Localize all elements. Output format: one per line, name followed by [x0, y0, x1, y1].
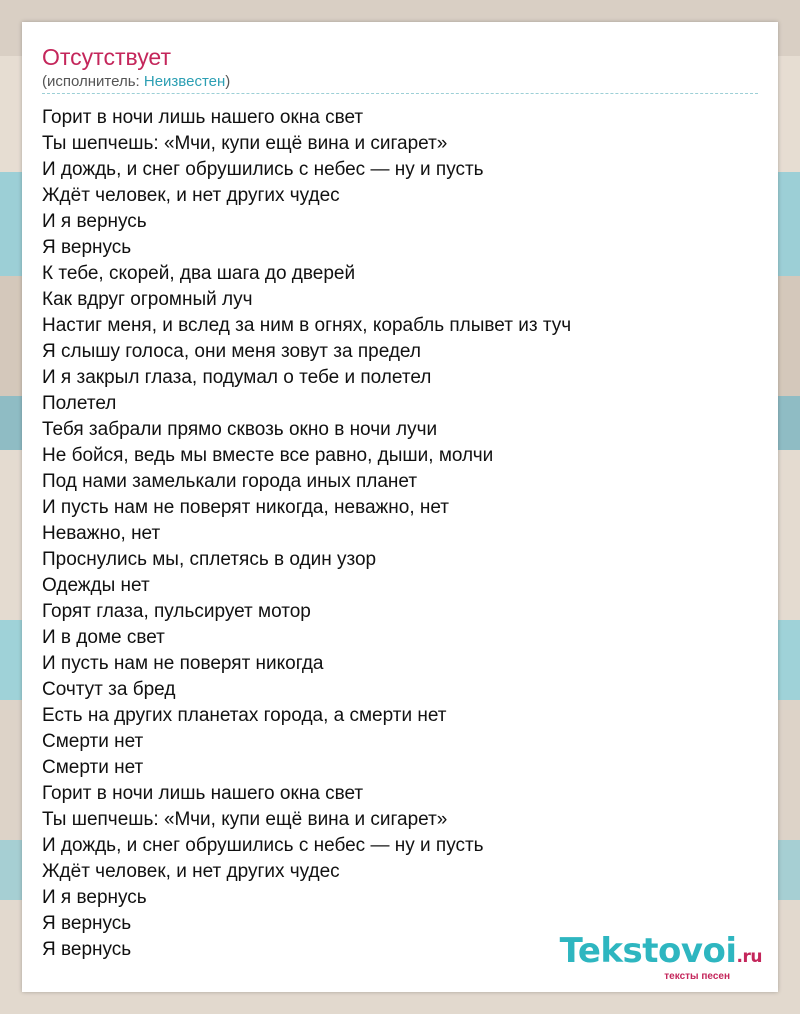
lyric-line: Настиг меня, и вслед за ним в огнях, корабль плывет из туч: [42, 315, 572, 336]
lyric-line: Под нами замелькали города иных планет: [42, 471, 418, 492]
lyric-line: Не бойся, ведь мы вместе все равно, дыши, молчи: [42, 445, 494, 466]
logo-wordmark: [560, 933, 762, 975]
lyric-line: Как вдруг огромный луч: [42, 289, 253, 310]
lyric-line: Ждёт человек, и нет других чудес: [42, 185, 340, 206]
lyric-line: Проснулись мы, сплетясь в один узор: [42, 549, 377, 570]
artist-suffix: ): [225, 73, 231, 90]
lyric-line: Тебя забрали прямо сквозь окно в ночи лучи: [42, 419, 438, 440]
lyric-line: Сочтут за бред: [42, 679, 176, 700]
lyric-line: Я вернусь: [42, 939, 132, 960]
lyrics-list: [42, 105, 758, 963]
logo-tagline: тексты песен: [664, 971, 730, 982]
logo-domain-suffix: .ru: [736, 947, 762, 967]
lyric-line: И дождь, и снег обрушились с небес — ну и пусть: [42, 159, 484, 180]
lyric-line: И я вернусь: [42, 887, 147, 908]
lyric-line: И я закрыл глаза, подумал о тебе и полетел: [42, 367, 432, 388]
logo-main-text: Tekstovoi: [559, 931, 737, 971]
lyric-line: Ждёт человек, и нет других чудес: [42, 861, 340, 882]
lyric-line: И дождь, и снег обрушились с небес — ну и пусть: [42, 835, 484, 856]
song-title: Отсутствует: [42, 44, 171, 70]
lyric-line: Полетел: [42, 393, 117, 414]
lyric-line: Горят глаза, пульсирует мотор: [42, 601, 311, 622]
lyrics-card: [22, 22, 778, 992]
lyric-line: Горит в ночи лишь нашего окна свет: [42, 783, 364, 804]
lyric-line: Горит в ночи лишь нашего окна свет: [42, 107, 364, 128]
lyric-line: Я вернусь: [42, 237, 132, 258]
lyric-line: Смерти нет: [42, 731, 144, 752]
artist-link[interactable]: Неизвестен: [143, 73, 226, 90]
lyric-line: Ты шепчешь: «Мчи, купи ещё вина и сигарет»: [42, 809, 448, 830]
lyric-line: И в доме свет: [42, 627, 165, 648]
site-logo[interactable]: [560, 933, 762, 982]
lyric-line: Есть на других планетах города, а смерти нет: [42, 705, 447, 726]
lyric-line: Одежды нет: [42, 575, 150, 596]
lyric-line: Неважно, нет: [42, 523, 161, 544]
lyric-line: Ты шепчешь: «Мчи, купи ещё вина и сигарет»: [42, 133, 448, 154]
artist-line: [42, 73, 230, 91]
lyric-line: И я вернусь: [42, 211, 147, 232]
lyric-line: К тебе, скорей, два шага до дверей: [42, 263, 356, 284]
lyric-line: Я вернусь: [42, 913, 132, 934]
lyric-line: И пусть нам не поверят никогда: [42, 653, 324, 674]
lyric-line: Смерти нет: [42, 757, 144, 778]
lyric-line: Я слышу голоса, они меня зовут за предел: [42, 341, 421, 362]
divider: [42, 93, 758, 94]
artist-prefix: (исполнитель:: [42, 73, 144, 90]
lyric-line: И пусть нам не поверят никогда, неважно, нет: [42, 497, 450, 518]
